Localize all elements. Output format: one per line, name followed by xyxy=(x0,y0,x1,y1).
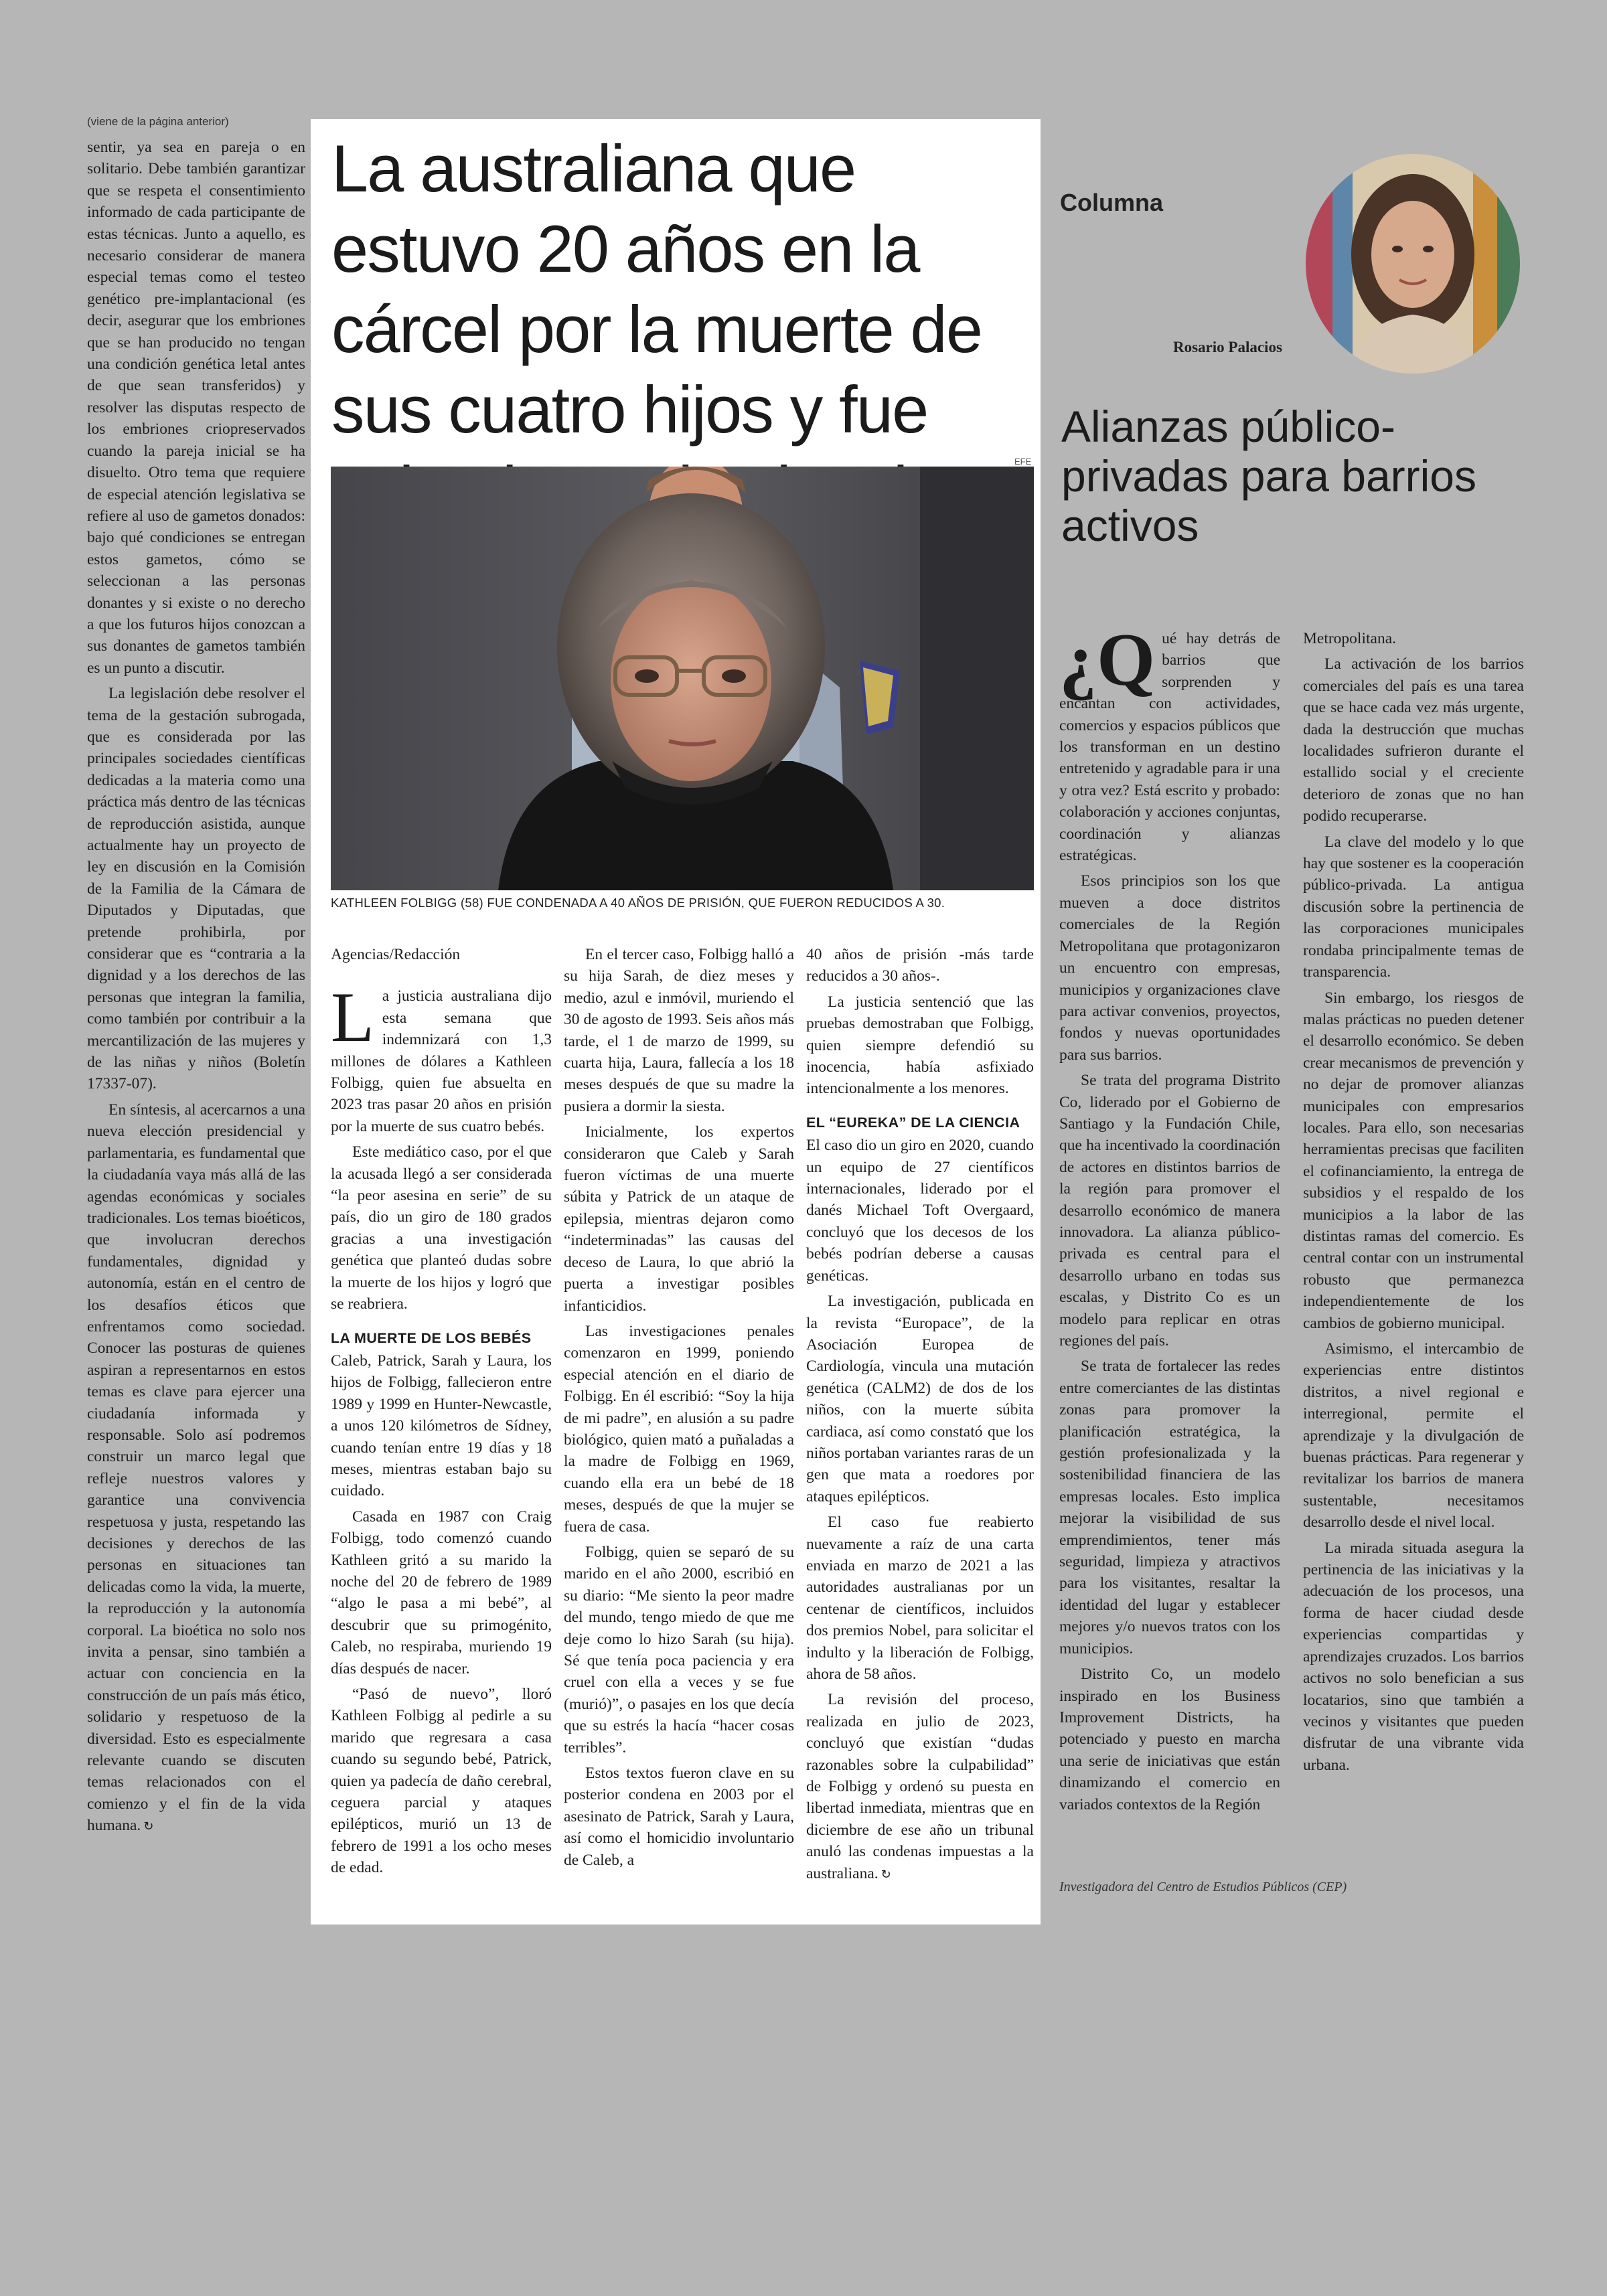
continued-label: (viene de la página anterior) xyxy=(87,115,229,128)
left-article-paragraph-3 xyxy=(87,1099,305,1838)
byline: Agencias/Redacción xyxy=(331,946,461,963)
main-article-paragraph-5: “Pasó de nuevo”, lloró Kathleen Folbigg al pedirle a su marido que regresara a casa cuando su segundo bebé, Patrick, quien ya padecía de daño cerebral, ceguera parcial y ataques epilépticos, murió un 13 de febrero de 1991 a los ocho meses de edad. xyxy=(331,1686,552,1877)
main-article-paragraph-3: Caleb, Patrick, Sarah y Laura, los hijos de Folbigg, fallecieron entre 1989 y 1999 en Hunter-Newcastle, a unos 120 kilómetros de Sídney, cuando tenían entre 19 días y 18 meses, mientras estaban bajo su cuidado. xyxy=(331,1351,552,1500)
column-text-column-1 xyxy=(1059,628,1280,1880)
main-article-photo xyxy=(331,467,1034,890)
end-mark-icon: ↻ xyxy=(881,1867,891,1882)
drop-cap: L xyxy=(331,978,374,1057)
column-paragraph-4: Se trata de fortalecer las redes entre comerciantes de las distintas zonas para promover la planificación estratégica, la gestión profesionalizada y la sostenibilidad financiera de las empresas locales. Esto implica mejorar la visibilidad de sus emprendimientos, tener más seguridad, limpieza y atractivos para los visitantes, resaltar la identidad del lugar y establecer mejores y/o nuevos tratos con los municipios. xyxy=(1059,1358,1280,1657)
main-article-paragraph-12: La justicia sentenció que las pruebas demostraban que Folbigg, quien siempre defendió su inocencia, había asfixiado intencionalmente a los menores. xyxy=(806,993,1034,1098)
left-article-paragraph-3-text: En síntesis, al acercarnos a una nueva elección presidencial y parlamentaria, es fundamental que la ciudadanía vaya más allá de las agendas económicas y sociales tradicionales. Los temas bioéticos, que involucran derechos fundamentales, dignidad y autonomía, están en el centro de los desafíos éticos que enfrentamos como sociedad. Conocer las posturas de quienes aspiran a representarnos en estos temas es clave para ejercer una ciudadanía informada y responsable. Solo así podremos construir un marco legal que refleje nuestros valores y garantice una convivencia respetuosa y justa, respetando las decisiones y derechos de las personas en situaciones tan delicadas como la vida, la muerte, la reproducción y la autonomía corporal. La bioética no solo nos invita a pensar, sino también a actuar con conciencia en la construcción de un país más ético, solidario y respetuoso de la diversidad. Esto es especialmente relevante cuando se discuten temas relacionados con el comienzo y el fin de la vida humana. xyxy=(87,1100,305,1835)
column-paragraph-5: Distrito Co, un modelo inspirado en los Business Improvement Districts, ha potenciado y puesto en marcha una serie de iniciativas que están dinamizando el comercio en variados contextos de la Región xyxy=(1059,1665,1280,1813)
portrait-illustration xyxy=(331,467,1034,890)
left-article-paragraph-1: sentir, ya sea en pareja o en solitario. Debe también garantizar que se respeta el consentimiento informado de cada participante de estas técnicas. Junto a aquello, es necesario considerar de manera especial temas como el testeo genético pre-implantacional (es decir, asegurar que los embriones que se han producido no tengan una condición genética letal antes de que sean transferidos) y resolver las disputas respecto de los embriones criopreservados cuando la pareja inicial se ha disuelto. Otro tema que requiere de especial atención legislativa se refiere al uso de gametos donados: bajo qué condiciones se entregan estos gametos, cómo se seleccionan a las personas donantes y si existe o no derecho a que los futuros hijos conozcan a sus donantes de gametos también es un punto a discutir. xyxy=(87,139,305,677)
main-article-paragraph-16-text: La revisión del proceso, realizada en julio de 2023, concluyó que existían “dudas razonables sobre la culpabilidad” de Folbigg y ordenó su puesta en libertad inmediata, mientras que en diciembre de ese año un tribunal anuló las condenas impuestas a la australiana. xyxy=(806,1691,1034,1882)
column-paragraph-2: Esos principios son los que mueven a doce distritos comerciales de la Región Metropolitana que protagonizaron un encuentro con empresas, municipios y organizaciones clave para activar convenios, proyectos, fondos y nuevas oportunidades para sus barrios. xyxy=(1059,872,1280,1064)
main-article-paragraph-1 xyxy=(331,978,552,1137)
main-article-paragraph-9: Folbigg, quien se separó de su marido en el año 2000, escribió en su diario: “Me siento la peor madre del mundo, tengo miedo de que me deje como lo hizo Sarah (su hija). Sé que tenía poca paciencia y era cruel con ella a veces y se fue (murió)”, o pasajes en los que decía que su estrés la hacía “hacer cosas terribles”. xyxy=(564,1543,794,1756)
main-article-headline: La australiana que estuvo 20 años en la cárcel por la muerte de sus cuatro hijos y fue xyxy=(331,131,982,446)
main-article-paragraph-6: En el tercer caso, Folbigg halló a su hija Sarah, de diez meses y medio, azul e inmóvil, muriendo el 30 de agosto de 1993. Seis años más tarde, el 1 de marzo de 1999, su cuarta hija, Laura, fallecía a los 18 meses después de que su madre la pusiera a dormir la siesta. xyxy=(564,946,794,1115)
main-article-column-2 xyxy=(564,944,794,1914)
column-paragraph-1-text: ué hay detrás de barrios que sorprenden y encantan con actividades, comercios y espacios públicos que los transforman en un destino entretenido y agradable para ir una y otra vez? Está escrito y probado: colaboración y acciones conjuntas, coordinación y alianzas estratégicas. xyxy=(1059,630,1280,865)
author-name: Rosario Palacios xyxy=(1173,339,1282,355)
main-article-paragraph-14: La investigación, publicada en la revista “Europace”, de la Asociación Europea de Cardiología, vincula una mutación genética (CALM2) de dos de los niños, con la muerte súbita cardiaca, así como constató que los niños portaban variantes raras de un gen que mata a roedores por ataques epilépticos. xyxy=(806,1293,1034,1505)
column-paragraph-1 xyxy=(1059,628,1280,866)
column-paragraph-10: Asimismo, el intercambio de experiencias entre distintos distritos, a nivel regional e interregional, permite el aprendizaje y la divulgación de buenas prácticas. Para regenerar y revitalizar los barrios de manera sustentable, necesitamos desarrollo desde el nivel local. xyxy=(1303,1340,1524,1532)
main-article-paragraph-2: Este mediático caso, por el que la acusada llegó a ser considerada “la peor asesina en serie” de su país, dio un giro de 180 grados gracias a una investigación genética que planteó dudas sobre la muerte de los hijos y logró que se reabriera. xyxy=(331,1143,552,1313)
main-article-column-1 xyxy=(331,944,552,1914)
author-portrait-illustration xyxy=(1306,154,1520,374)
subhead-eureka-de-la-ciencia: EL “EUREKA” DE LA CIENCIA xyxy=(806,1114,1020,1131)
left-article-column xyxy=(87,137,305,1917)
main-article-paragraph-10: Estos textos fueron clave en su posterior condena en 2003 por el asesinato de Patrick, Sarah y Laura, así como el homicidio involuntario de Caleb, a xyxy=(564,1765,794,1869)
column-paragraph-8: La clave del modelo y lo que hay que sostener es la cooperación público-privada. La antigua discusión sobre la pertinencia de las corporaciones municipales rondaba principalmente temas de transparencia. xyxy=(1303,833,1524,981)
column-paragraph-6: Metropolitana. xyxy=(1303,630,1397,647)
column-text-column-2 xyxy=(1303,628,1524,1880)
column-title: Alianzas público-privadas para barrios activos xyxy=(1061,402,1476,550)
drop-cap: ¿Q xyxy=(1059,628,1156,702)
subhead-la-muerte-de-los-bebes: LA MUERTE DE LOS BEBÉS xyxy=(331,1329,532,1346)
main-article-paragraph-11: 40 años de prisión -más tarde reducidos a 30 años-. xyxy=(806,946,1034,985)
column-paragraph-11: La mirada situada asegura la pertinencia de las iniciativas y la adecuación de los procesos, una forma de hacer ciudad desde experiencias compartidas y aprendizajes cruzados. Los barrios activos no solo benefician a sus locatarios, sino que también a vecinos y visitantes que pueden disfrutar de una vibrante vida urbana. xyxy=(1303,1539,1524,1774)
main-article-paragraph-16 xyxy=(806,1689,1034,1886)
author-affiliation: Investigadora del Centro de Estudios Públicos (CEP) xyxy=(1059,1880,1347,1894)
main-article-paragraph-4: Casada en 1987 con Craig Folbigg, todo comenzó cuando Kathleen gritó a su marido la noche del 20 de febrero de 1989 “algo le pasa a mi bebé”, al descubrir que su primogénito, Caleb, no respiraba, muriendo 19 días después de nacer. xyxy=(331,1507,552,1677)
column-paragraph-9: Sin embargo, los riesgos de malas prácticas no pueden detener el desarrollo económico. Se deben crear mecanismos de prevención y no dejar de promover alianzas municipales con empresarios locales. Para ello, son necesarias herramientas precisas que faciliten el cofinanciamiento, la entrega de subsidios y el respaldo de los municipios a la labor de las distintas ramas del comercio. Es central contar con un instrumental robusto que permanezca independientemente de los cambios de gobierno municipal. xyxy=(1303,989,1524,1332)
main-article-paragraph-13: El caso dio un giro en 2020, cuando un equipo de 27 científicos internacionales, liderado por el danés Michael Toft Overgaard, concluyó que los decesos de los bebés podrían deberse a causas genéticas. xyxy=(806,1137,1034,1285)
main-article-column-3 xyxy=(806,944,1034,1914)
main-article-paragraph-1-text: a justicia australiana dijo esta semana que indemnizará con 1,3 millones de dólares a Kathleen Folbigg, quien fue absuelta en 2023 tras pasar 20 años en prisión por la muerte de sus cuatro bebés. xyxy=(331,987,552,1135)
section-label: Columna xyxy=(1060,189,1164,216)
left-article-paragraph-2: La legislación debe resolver el tema de la gestación subrogada, que es considerada por las principales sociedades científicas dedicadas a la materia como una práctica más dentro de las técnicas de reproducción asistida, aunque actualmente hay un proyecto de ley en discusión en la Comisión de la Familia de la Cámara de Diputados y Diputadas, que pretende prohibirla, por considerar que es “contraria a la dignidad y a los derechos de las personas que integran la familia, como también por contribuir a la mercantilización de las mujeres y de las niñas y niños (Boletín 17337-07). xyxy=(87,685,305,1093)
column-paragraph-7: La activación de los barrios comerciales del país es una tarea que se hace cada vez más urgente, dada la destrucción que muchas localidades sufrieron durante el estallido social y el creciente deterioro de zonas que no han podido recuperarse. xyxy=(1303,655,1524,825)
main-article-paragraph-7: Inicialmente, los expertos consideraron que Caleb y Sarah fueron víctimas de una muerte súbita y Patrick de un ataque de epilepsia, mientras dejaron como “indeterminadas” las causas del deceso de Laura, lo que abrió la puerta a investigar posibles infanticidios. xyxy=(564,1123,794,1315)
photo-caption: KATHLEEN FOLBIGG (58) FUE CONDENADA A 40 AÑOS DE PRISIÓN, QUE FUERON REDUCIDOS A 30. xyxy=(331,896,945,910)
main-article-paragraph-15: El caso fue reabierto nuevamente a raíz de una carta enviada en marzo de 2021 a las autoridades australianas por un centenar de científicos, incluidos dos premios Nobel, para solicitar el indulto y la liberación de Folbigg, ahora de 58 años. xyxy=(806,1513,1034,1683)
author-photo xyxy=(1306,154,1520,374)
photo-credit: EFE xyxy=(1014,457,1032,467)
main-article-paragraph-8: Las investigaciones penales comenzaron en 1999, poniendo especial atención en el diario de Folbigg. En él escribió: “Soy la hija de mi padre”, en alusión a su padre biológico, quien mató a puñaladas a la madre de Folbigg en 1969, cuando ella era un bebé de 18 meses, después de que la mujer se fuera de casa. xyxy=(564,1322,794,1536)
end-mark-icon: ↻ xyxy=(143,1819,154,1834)
column-paragraph-3: Se trata del programa Distrito Co, liderado por el Gobierno de Santiago y la Fundación Chile, que ha incentivado la coordinación de actores en distintos barrios de la región para promover el desarrollo económico de manera innovadora. La alianza público-privada es central para el desarrollo urbano en todas sus escalas, y Distrito Co es un modelo para replicar en otras regiones del país. xyxy=(1059,1072,1280,1349)
